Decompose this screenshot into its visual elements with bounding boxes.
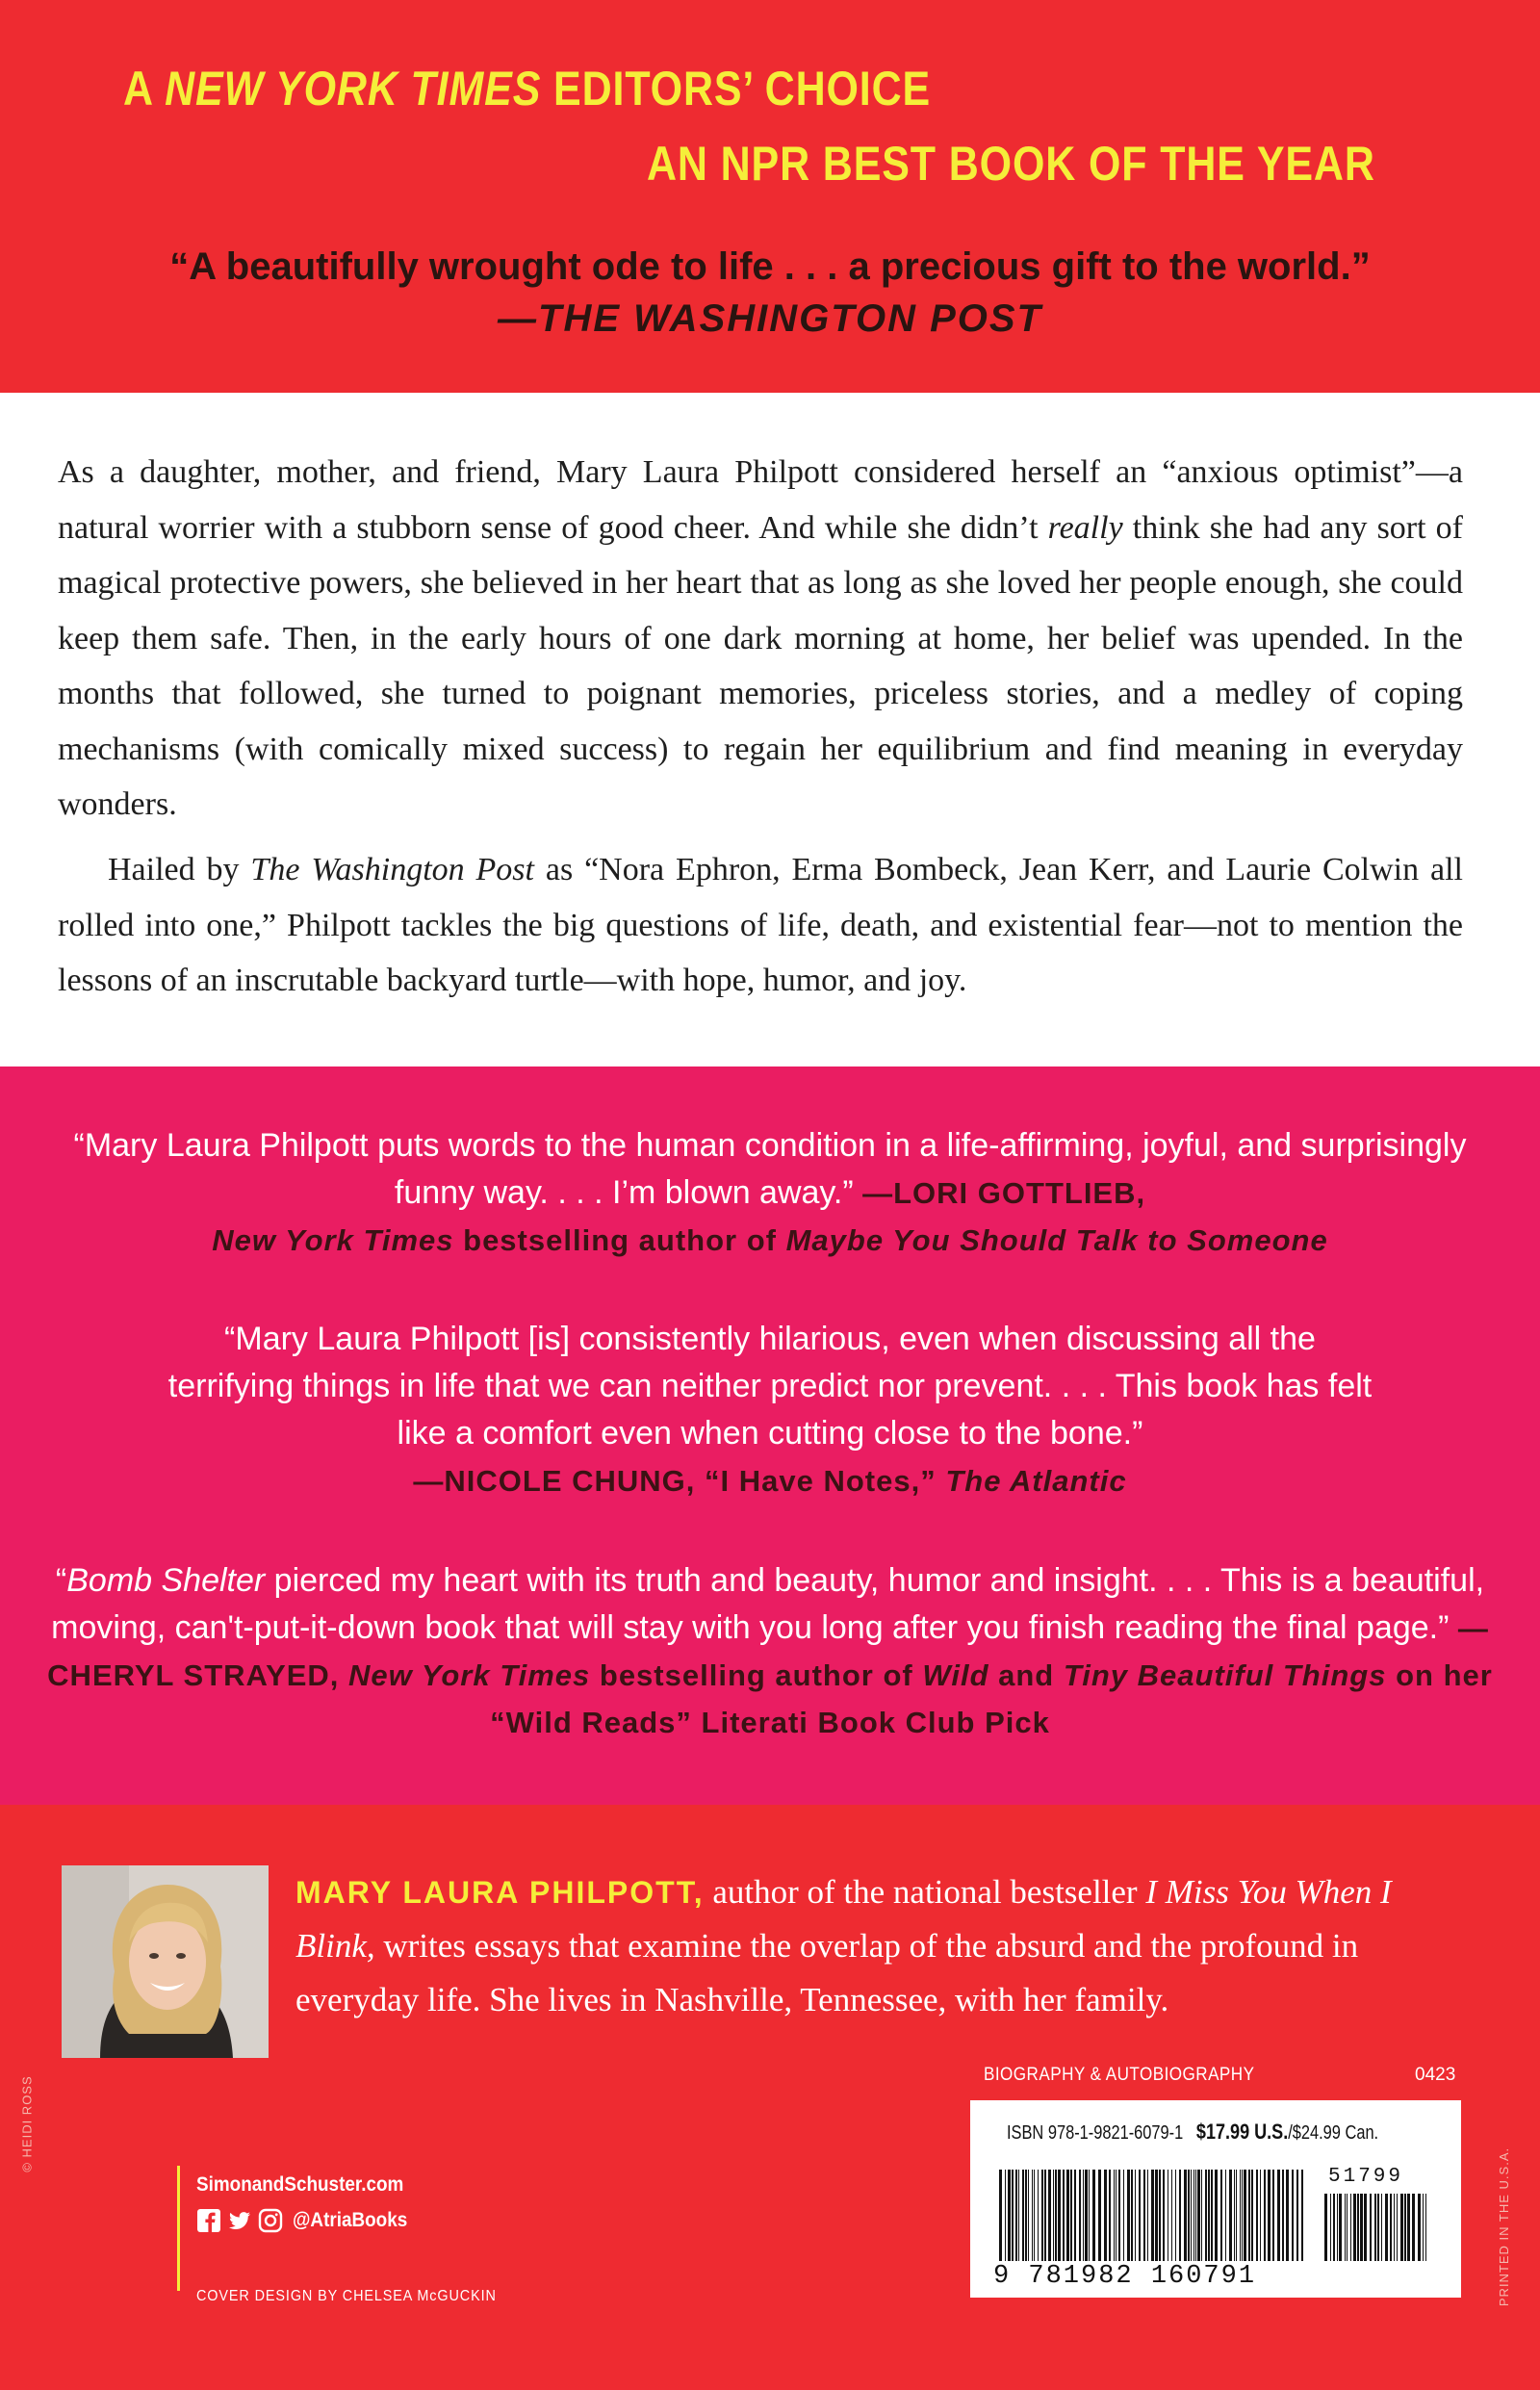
barcode-bar <box>1385 2194 1388 2261</box>
barcode-bar <box>1038 2170 1039 2261</box>
barcode-bar <box>1063 2170 1065 2261</box>
blurb-p1-emphasis: really <box>1047 509 1123 546</box>
blurb-p1-text-b: think she had any sort of magical protective powers, she believed in her heart that as long as she loved her people enough, she could keep them safe. Then, in the early hours of one dark morning at home, her belief was upended. In the months that followed, she turned to poignant memories, priceless stories, and a medley of coping mechanisms (with comically mixed success) to regain her equilibrium and find meaning in everyday wonders. <box>58 509 1463 822</box>
author-photo <box>62 1865 269 2058</box>
barcode-bar <box>1229 2170 1232 2261</box>
barcode-bar <box>1058 2170 1061 2261</box>
quote-3-book-title: Bomb Shelter <box>66 1562 266 1599</box>
publisher-website[interactable]: SimonandSchuster.com <box>196 2173 404 2196</box>
barcode-bar <box>1131 2170 1133 2261</box>
barcode-bar <box>1268 2170 1270 2261</box>
barcode-bar <box>1374 2194 1376 2261</box>
barcode-bar <box>1220 2170 1222 2261</box>
barcode-bar <box>1195 2170 1196 2261</box>
headline-nyt-editors-choice <box>123 60 931 117</box>
barcode-bar <box>1264 2170 1266 2261</box>
barcode-bar <box>1364 2194 1367 2261</box>
barcode-bar <box>1025 2170 1027 2261</box>
author-bio-book-title: I Miss You When I Blink, <box>295 1873 1392 1965</box>
barcode-bar <box>1260 2170 1261 2261</box>
barcode-bar <box>1394 2194 1395 2261</box>
barcode-bar <box>1089 2170 1090 2261</box>
barcode-bar <box>1015 2170 1017 2261</box>
twitter-icon[interactable] <box>227 2208 252 2233</box>
barcode-bar <box>1292 2170 1294 2261</box>
barcode-bar <box>1201 2170 1202 2261</box>
quote-2-text: “Mary Laura Philpott [is] consistently hilarious, even when discussing all the terrifying things in life that we can neither predict nor prevent. . . . This book has felt like a comfort even when cutting close to the bone.” <box>167 1321 1373 1452</box>
price-barcode-icon <box>1324 2194 1430 2261</box>
quote-3-attribution-mid: bestselling author of <box>590 1658 923 1692</box>
barcode-bar <box>1423 2194 1424 2261</box>
barcode-bar <box>1197 2170 1200 2261</box>
barcode-bar <box>1215 2170 1218 2261</box>
barcode-bar <box>1347 2194 1348 2261</box>
top-review-quote: “A beautifully wrought ode to life . . . a precious gift to the world.” <box>169 245 1371 288</box>
blurb-p2-text-b: as “Nora Ephron, Erma Bombeck, Jean Kerr, and Laurie Colwin all rolled into one,” Philpott tackles the big questions of life, death, and existential fear—not to mention the lessons of an inscrutable backyard turtle—with hope, humor, and joy. <box>58 852 1463 998</box>
footer-divider <box>177 2166 180 2291</box>
barcode-bar <box>1377 2194 1379 2261</box>
barcode-bar <box>1205 2170 1207 2261</box>
barcode-bar <box>1425 2194 1426 2261</box>
barcode-bar <box>1127 2170 1130 2261</box>
price-can: /$24.99 Can. <box>1288 2122 1379 2144</box>
barcode-bar <box>1085 2170 1088 2261</box>
barcode-bar <box>1407 2194 1410 2261</box>
quote-2-attribution-name: —NICOLE CHUNG, “I Have Notes,” <box>413 1464 946 1498</box>
quote-3-attribution-pub: New York Times <box>348 1658 591 1692</box>
isbn: ISBN 978-1-9821-6079-1 <box>1007 2122 1184 2144</box>
barcode-bar <box>1337 2194 1338 2261</box>
barcode-bar <box>1005 2170 1006 2261</box>
barcode-bar <box>1008 2170 1011 2261</box>
quote-3-attribution-book-1: Wild <box>922 1658 989 1692</box>
barcode-bar <box>1147 2170 1148 2261</box>
social-row <box>196 2206 421 2235</box>
headline-nyt: NEW YORK TIMES <box>165 62 542 116</box>
edition-code: 0423 <box>1415 2065 1456 2085</box>
barcode-bar <box>1098 2170 1101 2261</box>
barcode-box <box>970 2100 1461 2298</box>
barcode-bar <box>1055 2170 1057 2261</box>
barcode-digits: 9 781982 160791 <box>993 2262 1257 2291</box>
headline-suffix: EDITORS’ CHOICE <box>541 62 932 116</box>
barcode-bar <box>1143 2170 1145 2261</box>
barcode-bar <box>1034 2170 1035 2261</box>
instagram-icon[interactable] <box>258 2208 283 2233</box>
headline-npr-best-book: AN NPR BEST BOOK OF THE YEAR <box>647 137 1375 191</box>
barcode-bar <box>1092 2170 1095 2261</box>
barcode-bar <box>1139 2170 1141 2261</box>
barcode-bar <box>1109 2170 1111 2261</box>
barcode-bar <box>1244 2170 1246 2261</box>
quote-3-attribution-and: and <box>988 1658 1064 1692</box>
quote-3-attribution-end: on her “Wild Reads” Literati Book Club Pick <box>490 1658 1493 1739</box>
printed-in-label <box>1482 2146 1512 2307</box>
review-quote-gottlieb <box>38 1122 1502 1264</box>
barcode-bar <box>1242 2170 1243 2261</box>
quote-3-text: pierced my heart with its truth and beauty, humor and insight. . . . This is a beautiful, moving, can't-put-it-down book that will stay with you long after you finish reading the final page.” <box>51 1562 1485 1646</box>
author-bio <box>295 1865 1479 2027</box>
barcode-bar <box>1155 2170 1158 2261</box>
barcode-bar <box>1018 2170 1019 2261</box>
photo-credit-text: © HEIDI ROSS <box>19 2075 35 2172</box>
barcode-icon <box>999 2170 1307 2261</box>
barcode-bar <box>1370 2194 1372 2261</box>
barcode-bar <box>1114 2170 1115 2261</box>
barcode-bar <box>1048 2170 1051 2261</box>
author-name: MARY LAURA PHILPOTT, <box>295 1875 705 1910</box>
quote-2-attribution-pub: The Atlantic <box>945 1464 1127 1498</box>
barcode-bar <box>1234 2170 1235 2261</box>
printed-in-text: PRINTED IN THE U.S.A. <box>1497 2146 1512 2307</box>
review-quote-strayed <box>38 1557 1502 1746</box>
barcode-bar <box>1360 2194 1363 2261</box>
bisac-category: BIOGRAPHY & AUTOBIOGRAPHY <box>984 2065 1255 2085</box>
quote-3-attribution-name: —CHERYL STRAYED, <box>47 1611 1489 1692</box>
barcode-bar <box>1208 2170 1210 2261</box>
blurb-paragraph-1 <box>58 445 1463 833</box>
barcode-bar <box>1175 2170 1176 2261</box>
cover-design-credit: COVER DESIGN BY CHELSEA McGUCKIN <box>196 2288 497 2304</box>
price-code-digits: 51799 <box>1328 2166 1404 2188</box>
top-review-source: —THE WASHINGTON POST <box>498 297 1042 340</box>
barcode-bar <box>1191 2170 1192 2261</box>
barcode-bar <box>1324 2194 1327 2261</box>
barcode-bar <box>1225 2170 1226 2261</box>
barcode-bar <box>1179 2170 1181 2261</box>
barcode-bar <box>1330 2194 1331 2261</box>
quote-1-attribution-pub: New York Times <box>212 1223 454 1257</box>
blurb-p2-emphasis: The Washington Post <box>250 852 534 887</box>
barcode-bar <box>1277 2170 1280 2261</box>
photo-credit <box>19 2074 42 2180</box>
barcode-bar <box>1074 2170 1076 2261</box>
barcode-bar <box>1123 2170 1124 2261</box>
barcode-bar <box>1404 2194 1406 2261</box>
barcode-bar <box>1032 2170 1033 2261</box>
barcode-bar <box>1412 2194 1415 2261</box>
barcode-bar <box>1041 2170 1043 2261</box>
blurb-p2-text-a: Hailed by <box>108 852 251 887</box>
barcode-bar <box>1251 2170 1253 2261</box>
isbn-price-line <box>1007 2120 1378 2145</box>
review-quote-chung <box>164 1316 1376 1504</box>
author-portrait-illustration <box>62 1865 269 2058</box>
quote-1-attribution-name: —LORI GOTTLIEB, <box>862 1176 1146 1210</box>
barcode-bar <box>1397 2194 1398 2261</box>
barcode-bar <box>1296 2170 1298 2261</box>
barcode-bar <box>1345 2194 1346 2261</box>
barcode-bar <box>1357 2194 1359 2261</box>
barcode-bar <box>1012 2170 1014 2261</box>
barcode-bar <box>1390 2194 1392 2261</box>
quote-3-open-mark: “ <box>55 1562 67 1599</box>
quote-3-attribution-book-2: Tiny Beautiful Things <box>1063 1658 1387 1692</box>
barcode-bar <box>1301 2170 1303 2261</box>
quote-1-attribution-book: Maybe You Should Talk to Someone <box>785 1223 1328 1257</box>
barcode-bar <box>1240 2170 1241 2261</box>
barcode-bar <box>1286 2170 1289 2261</box>
barcode-bar <box>1079 2170 1081 2261</box>
author-bio-text-a: author of the national bestseller <box>704 1873 1146 1911</box>
barcode-bar <box>1272 2170 1274 2261</box>
barcode-bar <box>1044 2170 1046 2261</box>
barcode-bar <box>1248 2170 1250 2261</box>
barcode-bar <box>1400 2194 1403 2261</box>
barcode-bar <box>1418 2194 1421 2261</box>
author-bio-text-b: writes essays that examine the overlap of the absurd and the profound in everyday life. She lives in Nashville, Tennessee, with her family. <box>295 1927 1359 2018</box>
barcode-bar <box>1135 2170 1136 2261</box>
quote-1-attribution-mid: bestselling author of <box>453 1223 786 1257</box>
barcode-bar <box>1151 2170 1154 2261</box>
barcode-bar <box>1159 2170 1161 2261</box>
barcode-bar <box>1339 2194 1342 2261</box>
barcode-bar <box>1053 2170 1054 2261</box>
blurb-p1-text-a: As a daughter, mother, and friend, Mary Laura Philpott considered herself an “anxious optimist”—a natural worrier with a stubborn sense of good cheer. And while she didn’t <box>58 454 1463 546</box>
barcode-bar <box>1350 2194 1351 2261</box>
quote-1-text: “Mary Laura Philpott puts words to the human condition in a life-affirming, joyful, and surprisingly funny way. . . . I’m blown away.” <box>73 1127 1467 1211</box>
barcode-bar <box>1282 2170 1284 2261</box>
barcode-bar <box>1163 2170 1165 2261</box>
price-us: $17.99 U.S. <box>1195 2120 1289 2144</box>
barcode-bar <box>1066 2170 1069 2261</box>
barcode-bar <box>1083 2170 1084 2261</box>
barcode-bar <box>1353 2194 1356 2261</box>
barcode-bar <box>1211 2170 1213 2261</box>
blurb-paragraph-2 <box>58 842 1463 1009</box>
barcode-bar <box>1236 2170 1237 2261</box>
barcode-bar <box>1104 2170 1107 2261</box>
barcode-bar <box>999 2170 1002 2261</box>
social-handle[interactable]: @AtriaBooks <box>293 2209 408 2231</box>
facebook-icon[interactable] <box>196 2208 221 2233</box>
headline-prefix: A <box>123 62 166 116</box>
barcode-bar <box>1028 2170 1029 2261</box>
barcode-bar <box>1070 2170 1072 2261</box>
barcode-bar <box>1184 2170 1187 2261</box>
barcode-bar <box>1333 2194 1335 2261</box>
barcode-bar <box>1256 2170 1258 2261</box>
barcode-bar <box>1381 2194 1382 2261</box>
barcode-bar <box>1118 2170 1120 2261</box>
barcode-bar <box>1171 2170 1172 2261</box>
barcode-bar <box>1188 2170 1190 2261</box>
barcode-bar <box>1022 2170 1024 2261</box>
